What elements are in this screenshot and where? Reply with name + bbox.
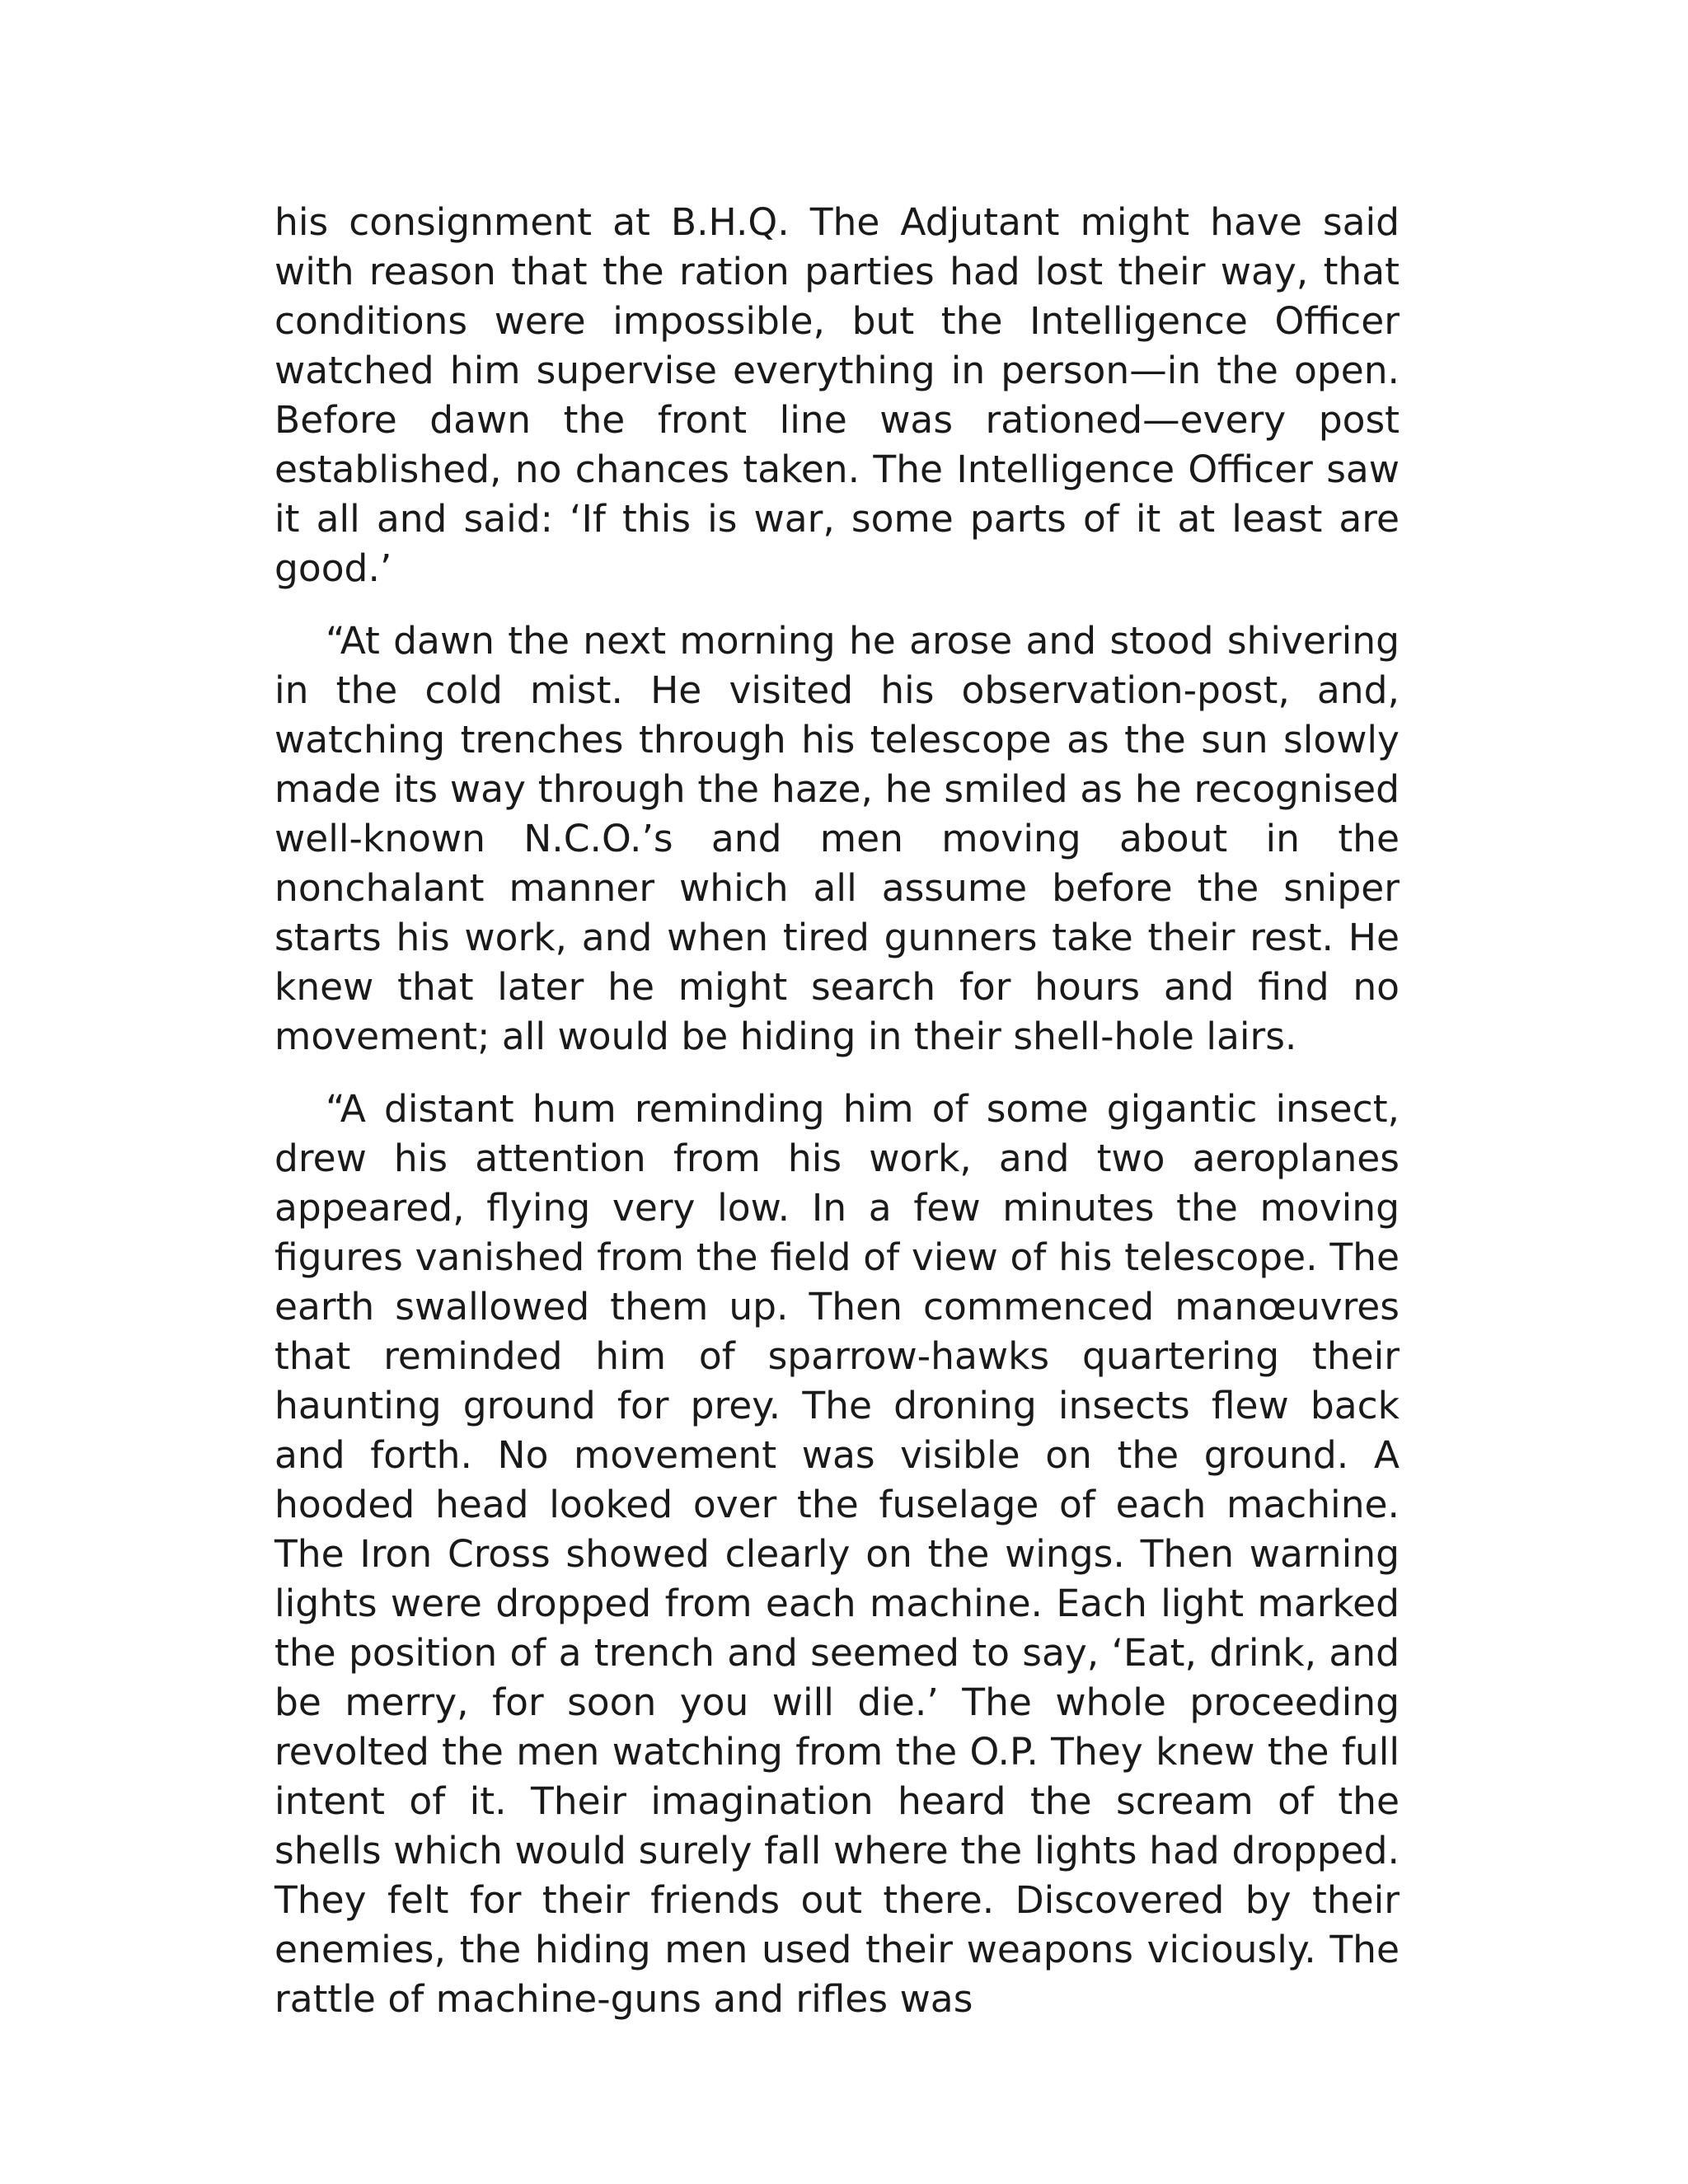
paragraph-continuation: his consignment at B.H.Q. The Adjutant might have said with reason that the ration parties had lost their way, that conditions were impossible, but the Intelligence Officer watched him supervise everything in person—in the open. Before dawn the front line was rationed—every post established, no chances taken. The Intelligence Officer saw it all and said: ‘If this is war, some parts of it at least are good.’ (274, 200, 1400, 590)
paragraph-dawn: “At dawn the next morning he arose and stood shivering in the cold mist. He visited his observation-post, and, watching trenches through his telescope as the sun slowly made its way through the haze, he smiled as he recognised well-known N.C.O.’s and men moving about in the nonchalant manner which all assume before the sniper starts his work, and when tired gunners take their rest. He knew that later he might search for hours and find no movement; all would be hiding in their shell-hole lairs. (274, 619, 1400, 1058)
page-body-text (274, 198, 1400, 2024)
paragraph-aeroplanes: “A distant hum reminding him of some gigantic insect, drew his attention from his work, and two aeroplanes appeared, flying very low. In a few minutes the moving figures vanished from the field of view of his telescope. The earth swallowed them up. Then commenced manœuvres that reminded him of sparrow-hawks quartering their haunting ground for prey. The droning insects flew back and forth. No movement was visible on the ground. A hooded head looked over the fuselage of each machine. The Iron Cross showed clearly on the wings. Then warning lights were dropped from each machine. Each light marked the position of a trench and seemed to say, ‘Eat, drink, and be merry, for soon you will die.’ The whole proceeding revolted the men watching from the O.P. They knew the full intent of it. Their imagination heard the scream of the shells which would surely fall where the lights had dropped. They felt for their friends out there. Discovered by their enemies, the hiding men used their weapons viciously. The rattle of machine-guns and rifles was (274, 1087, 1400, 2021)
